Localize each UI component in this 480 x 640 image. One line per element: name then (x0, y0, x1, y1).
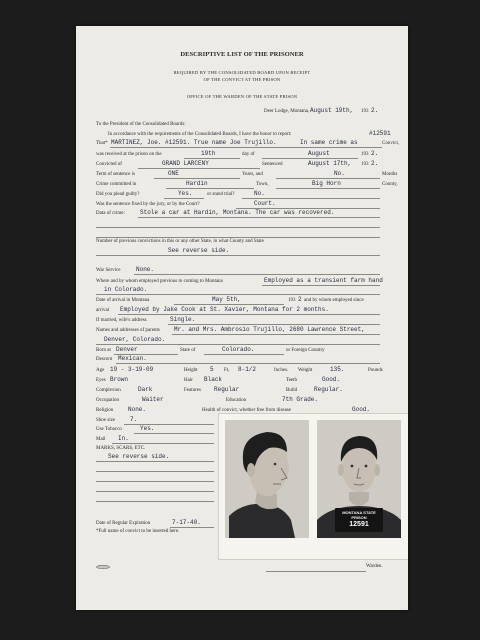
rule (124, 424, 214, 425)
weight-value: 135. (330, 366, 345, 373)
inches-label: Inches. (274, 368, 289, 373)
rule (96, 471, 214, 472)
age-label: Age (96, 368, 105, 373)
teeth-value: Good. (322, 376, 341, 383)
rule (184, 158, 240, 159)
inmate-number-board (335, 508, 383, 532)
height-in: 8-1/2 (238, 366, 257, 373)
months-label: Months (382, 172, 398, 177)
rule (96, 294, 380, 295)
year-value: 2. (371, 107, 379, 114)
shoe-label: Shoe size (96, 418, 116, 423)
foreign-label: or Foreign Country (286, 348, 325, 353)
parents-value-2: Denver, Colorado. (104, 336, 166, 343)
marks-label: MARKS, SCARS, ETC. (96, 446, 146, 451)
committed-label: Crime committed in (96, 182, 137, 187)
state-label: State of (180, 348, 196, 353)
prev-convictions-label: Number of previous convictions in this or any other State, in what County and State (96, 239, 264, 244)
arrival-word: arrival (96, 308, 110, 313)
descent-label: Descent (96, 357, 113, 362)
footnote: *Full name of convict to be inserted here. (96, 529, 180, 534)
convict-label: Convict, (382, 141, 400, 146)
rule (262, 158, 358, 159)
teeth-label: Teeth (286, 378, 298, 383)
occupation-value: Waiter (142, 396, 164, 403)
trial-label: or stand trial? (207, 192, 235, 197)
parents-label: Names and addresses of parents (96, 328, 160, 333)
born-state: Colorado. (222, 346, 255, 353)
county-label: County, (382, 182, 398, 187)
since-label: and by whom employed since (304, 298, 364, 303)
rule (134, 274, 380, 275)
trial-value: No. (254, 190, 265, 197)
complexion-label: Complexion (96, 388, 121, 393)
pounds-label: Pounds (368, 368, 383, 373)
rule (242, 198, 380, 199)
town-value: Hardin (186, 180, 208, 187)
rule (116, 363, 380, 364)
rule (96, 501, 214, 502)
height-ft: 5 (210, 366, 214, 373)
same-crime-note: In same crime as (300, 139, 358, 146)
expiration-value: 7-17-40. (172, 519, 201, 526)
rule (170, 527, 214, 528)
term-value: ONE (168, 170, 179, 177)
rule (118, 314, 380, 315)
arrival-year: 2 (298, 296, 302, 303)
addressee: To the President of the Consolidated Boards: (96, 122, 186, 127)
weight-label: Weight (298, 368, 313, 373)
sentenced-year: 2. (371, 160, 379, 167)
convict-name: MARTINEZ, Joe. #12591. True name Joe Trujillo. (111, 139, 277, 146)
received-day: 19th (201, 150, 216, 157)
prisoner-record-sheet (76, 26, 408, 610)
place-label: Deer Lodge, Montana, (264, 109, 310, 114)
expiration-label: Date of Regular Expiration (96, 521, 151, 526)
employed-value-1: Employed as a transient farm hand (264, 277, 383, 284)
rule (154, 178, 240, 179)
parents-value-1: Mr. and Mrs. Ambrosio Trujillo, 2680 Lawrence Street, (174, 326, 365, 333)
day-label: day of (242, 152, 255, 157)
prev-convictions-value: See reverse side. (168, 247, 230, 254)
religion-label: Religion (96, 408, 114, 413)
rule (166, 188, 254, 189)
tobacco-value: Yes. (140, 425, 155, 432)
ft-label: Ft, (224, 368, 230, 373)
arrival-label: Date of arrival in Montana (96, 298, 150, 303)
descent-value: Mexican. (118, 355, 147, 362)
rule (96, 255, 380, 256)
rule (96, 344, 380, 345)
profile-photo (225, 420, 309, 538)
convicted-label: Convicted of (96, 162, 122, 167)
arrival-year-label: 193 (288, 298, 296, 303)
mail-value: In. (118, 435, 129, 442)
received-year: 2. (371, 150, 379, 157)
received-label: was received at the prison on the (96, 152, 162, 157)
education-value: 7th Grade. (282, 396, 319, 403)
subtitle-line-2: OF THE CONVICT AT THE PRISON (203, 77, 281, 82)
war-label: War Service (96, 268, 121, 273)
town-label: Town, (256, 182, 269, 187)
born-city: Denver (116, 346, 138, 353)
rule (110, 147, 382, 148)
rule (138, 168, 260, 169)
rule (96, 237, 380, 238)
war-value: None. (136, 266, 155, 273)
arrival-value: May 5th, (212, 296, 241, 303)
fixed-value: Court. (254, 200, 276, 207)
sentenced-date: August 17th, (308, 160, 352, 167)
tobacco-label: Use Tobacco (96, 427, 122, 432)
board-line-1: MONTANA STATE (342, 510, 376, 515)
county-value: Big Horn (312, 180, 341, 187)
intro-line: In accordance with the requirements of the Consolidated Boards, I have the honor to report: (108, 132, 292, 137)
term-label: Term of sentence is (96, 172, 135, 177)
rule (164, 198, 204, 199)
health-label: Health of convict, whether free from disease (202, 408, 291, 413)
years-label: Years, and (242, 172, 263, 177)
since-value: Employed by Jake Cook at St. Xavier, Montana for 2 months. (120, 306, 329, 313)
frontal-photo (317, 420, 401, 538)
rule (262, 285, 380, 286)
rule (96, 461, 214, 462)
rule (168, 324, 380, 325)
fixed-label: Was the sentence fixed by the jury, or by the Court? (96, 202, 200, 207)
height-label: Height (184, 368, 198, 373)
features-value: Regular (214, 386, 240, 393)
rule (96, 481, 214, 482)
religion-value: None. (128, 406, 147, 413)
subtitle-line-1: REQUIRED BY THE CONSOLIDATED BOARD UPON RECEIPT (173, 70, 311, 75)
rule (138, 217, 380, 218)
received-month: August (308, 150, 330, 157)
office-line: OFFICE OF THE WARDEN OF THE STATE PRISON (186, 94, 298, 99)
rule (204, 354, 284, 355)
received-year-label: 193 (361, 152, 369, 157)
mail-label: Mail (96, 437, 106, 442)
rule (172, 334, 380, 335)
document-title: DESCRIPTIVE LIST OF THE PRISONER (180, 51, 304, 58)
crime-data-value: Stole a car at Hardin, Montana. The car was recovered. (140, 209, 335, 216)
crime-value: GRAND LARCENY (162, 160, 209, 167)
employed-value-2: in Colorado. (104, 286, 148, 293)
hair-value: Black (204, 376, 223, 383)
complexion-value: Dark (138, 386, 153, 393)
marks-value: See reverse side. (108, 453, 170, 460)
shoe-value: 7. (130, 416, 138, 423)
married-label: If married, wife's address (96, 318, 147, 323)
place-date: August 19th, (310, 107, 354, 114)
rule (276, 178, 380, 179)
rule (266, 571, 366, 572)
rule (276, 188, 380, 189)
months-value: No. (334, 170, 345, 177)
rule (174, 304, 284, 305)
that-label: That* (96, 141, 108, 146)
occupation-label: Occupation (96, 398, 120, 403)
plead-value: Yes. (178, 190, 193, 197)
rule (96, 227, 380, 228)
eyes-label: Eyes (96, 378, 106, 383)
plead-label: Did you plead guilty? (96, 192, 140, 197)
rule (112, 443, 214, 444)
mugshot-card (218, 413, 408, 560)
printer-mark-icon (96, 565, 110, 569)
prisoner-number: #12591 (369, 130, 391, 137)
born-label: Born at (96, 348, 111, 353)
sentenced-year-label: 193 (361, 162, 369, 167)
build-value: Regular. (314, 386, 343, 393)
build-label: Build (286, 388, 298, 393)
profile-portrait-icon (225, 420, 309, 538)
sentenced-label: Sentenced (262, 162, 283, 167)
board-line-2: PRISON (351, 515, 367, 520)
age-value: 19 - 3-19-09 (110, 366, 154, 373)
married-value: Single. (170, 316, 196, 323)
rule (96, 491, 214, 492)
warden-label: Warden. (366, 564, 383, 569)
education-label: Education (226, 398, 247, 403)
crime-data-label: Data of crime: (96, 211, 125, 216)
features-label: Features (184, 388, 201, 393)
eyes-value: Brown (110, 376, 129, 383)
year-label: 193 (361, 109, 369, 114)
hair-label: Hair (184, 378, 193, 383)
employed-label: Where and by whom employed previous to coming to Montana (96, 279, 223, 284)
rule (134, 433, 214, 434)
health-value: Good. (352, 406, 371, 413)
board-number: 12591 (349, 521, 369, 528)
